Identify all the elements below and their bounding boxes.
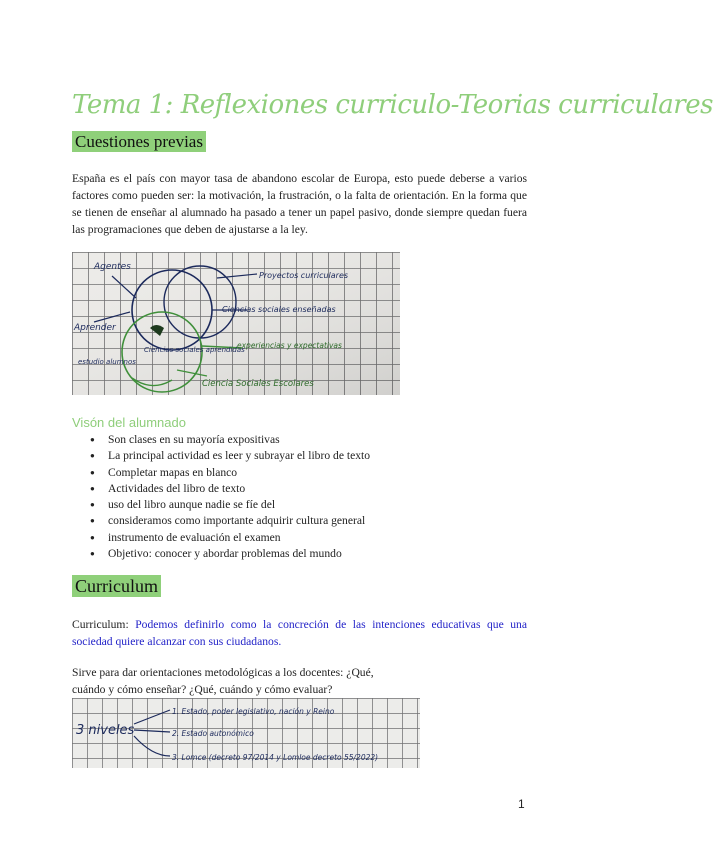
heading-text: Cuestiones previas [72, 131, 206, 152]
root-label: 3 niveles [76, 723, 135, 738]
vision-heading: Visón del alumnado [72, 415, 186, 430]
diagram-photo-1 [72, 252, 400, 395]
page-number: 1 [518, 797, 525, 811]
list-item: ● Actividades del libro de texto [108, 481, 370, 497]
definition-text: Podemos definirlo como la concreción de las intenciones educativas que una sociedad quiere alcanzar con sus ciudadanos. [72, 618, 527, 648]
heading-text: Curriculum [72, 575, 161, 597]
document-title: Tema 1: Reflexiones curriculo-Teorias curriculares [72, 90, 713, 120]
label-ciencias-ensenadas: Ciencias sociales enseñadas [222, 305, 336, 314]
label-estudio: estudio alumnos [78, 358, 136, 366]
label-ciencia-escolar: Ciencia Sociales Escolares [202, 379, 314, 389]
definition-label: Curriculum: [72, 618, 129, 631]
list-item: ● uso del libro aunque nadie se fíe del [108, 497, 370, 513]
curriculum-paragraph: Sirve para dar orientaciones metodológicas a los docentes: ¿Qué, cuándo y cómo enseñar? ¿Qué, cuándo y cómo evaluar? [72, 666, 374, 696]
list-item: ● La principal actividad es leer y subrayar el libro de texto [108, 448, 370, 464]
vision-list [72, 432, 370, 562]
list-item: ● Son clases en su mayoría expositivas [108, 432, 370, 448]
label-proyectos: Proyectos curriculares [259, 271, 349, 280]
section-heading-cuestiones [72, 132, 206, 152]
curriculum-definition [72, 616, 527, 650]
list-item: ● instrumento de evaluación el examen [108, 530, 370, 546]
level-3: 3. Lomce (decreto 97/2014 y Lomloe decreto 55/2022) [172, 753, 379, 762]
label-experiencias: experiencias y expectativas [237, 341, 342, 350]
intro-paragraph: España es el país con mayor tasa de abandono escolar de Europa, esto puede deberse a varios factores como pueden ser: la motivación, la frustración, o la falta de orientación. En la forma que se tienen de enseñar al alumnado ha pasado a tener un papel pasivo, donde siempre quedan fuera las programaciones que deben de ajustarse a la ley. [72, 172, 527, 236]
label-aprender: Aprender [74, 323, 116, 333]
diagram-photo-2 [72, 698, 420, 768]
section-heading-curriculum [72, 576, 161, 597]
list-item: ● Completar mapas en blanco [108, 465, 370, 481]
list-item: ● Objetivo: conocer y abordar problemas del mundo [108, 546, 370, 562]
list-item: ● consideramos como importante adquirir cultura general [108, 513, 370, 529]
level-1: 1. Estado, poder legislativo, nación y Reino [172, 707, 335, 716]
label-ciencias-aprendidas: Ciencias sociales aprendidas [144, 346, 245, 354]
label-agentes: Agentes [94, 262, 131, 272]
level-2: 2. Estado autonómico [172, 729, 254, 738]
